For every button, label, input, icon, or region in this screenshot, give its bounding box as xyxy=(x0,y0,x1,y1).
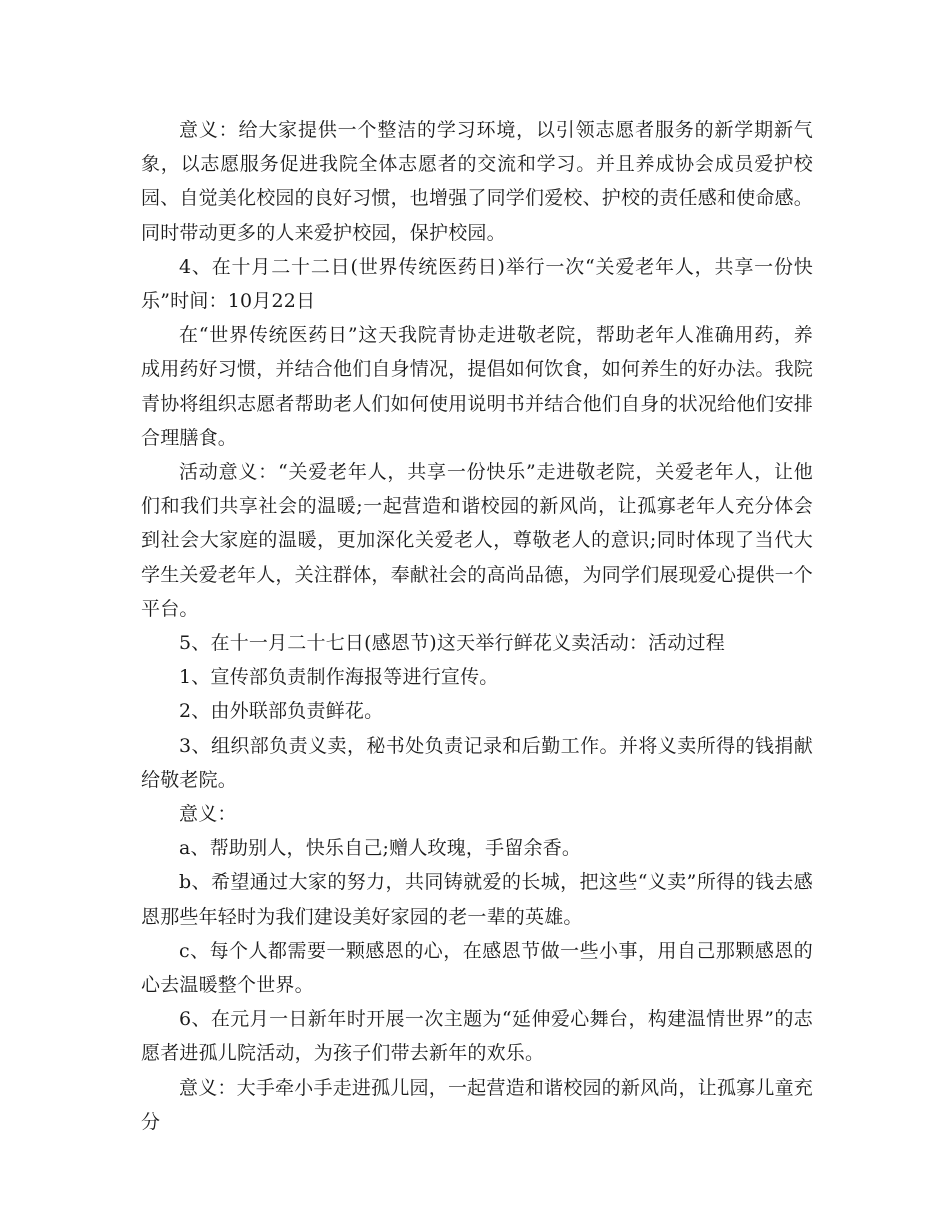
list-item: 3、组织部负责义卖，秘书处负责记录和后勤工作。并将义卖所得的钱捐献给敬老院。 xyxy=(141,734,813,791)
paragraph: 5、在十一月二十七日(感恩节)这天举行鲜花义卖活动：活动过程 xyxy=(179,632,725,655)
list-item: 1、宣传部负责制作海报等进行宣传。 xyxy=(179,666,499,689)
list-item: c、每个人都需要一颗感恩的心，在感恩节做一些小事，用自己那颗感恩的心去温暖整个世界。 xyxy=(141,939,813,997)
paragraph: 意义：大手牵小手走进孤儿园，一起营造和谐校园的新风尚，让孤寡儿童充分 xyxy=(141,1076,813,1133)
paragraph: 4、在十月二十二日(世界传统医药日)举行一次“关爱老年人，共享一份快乐”时间：10月22日 xyxy=(141,255,813,313)
document-body xyxy=(141,113,813,1139)
list-item: a、帮助别人，快乐自己;赠人玫瑰，手留余香。 xyxy=(179,837,582,860)
paragraph: 活动意义：“关爱老年人，共享一份快乐”走进敬老院，关爱老年人，让他们和我们共享社会的温暖;一起营造和谐校园的新风尚，让孤寡老年人充分体会到社会大家庭的温暖，更加深化关爱老人，尊敬老人的意识;同时体现了当代大学生关爱老年人，关注群体，奉献社会的高尚品德，为同学们展现爱心提供一个平台。 xyxy=(141,461,814,620)
paragraph: 意义： xyxy=(179,803,237,826)
list-item: b、希望通过大家的努力，共同铸就爱的长城，把这些“义卖”所得的钱去感恩那些年轻时为我们建设美好家园的老一辈的英雄。 xyxy=(141,871,813,928)
paragraph: 6、在元月一日新年时开展一次主题为“延伸爱心舞台，构建温情世界”的志愿者进孤儿院活动，为孩子们带去新年的欢乐。 xyxy=(141,1008,813,1065)
paragraph: 意义：给大家提供一个整洁的学习环境，以引领志愿者服务的新学期新气象，以志愿服务促进我院全体志愿者的交流和学习。并且养成协会成员爱护校园、自觉美化校园的良好习惯，也增强了同学们爱校、护校的责任感和使命感。同时带动更多的人来爱护校园，保护校园。 xyxy=(141,119,814,244)
list-item: 2、由外联部负责鲜花。 xyxy=(179,700,384,723)
paragraph: 在“世界传统医药日”这天我院青协走进敬老院，帮助老年人准确用药，养成用药好习惯，并结合他们自身情况，提倡如何饮食，如何养生的好办法。我院青协将组织志愿者帮助老人们如何使用说明书并结合他们自身的状况给他们安排合理膳食。 xyxy=(141,324,814,449)
